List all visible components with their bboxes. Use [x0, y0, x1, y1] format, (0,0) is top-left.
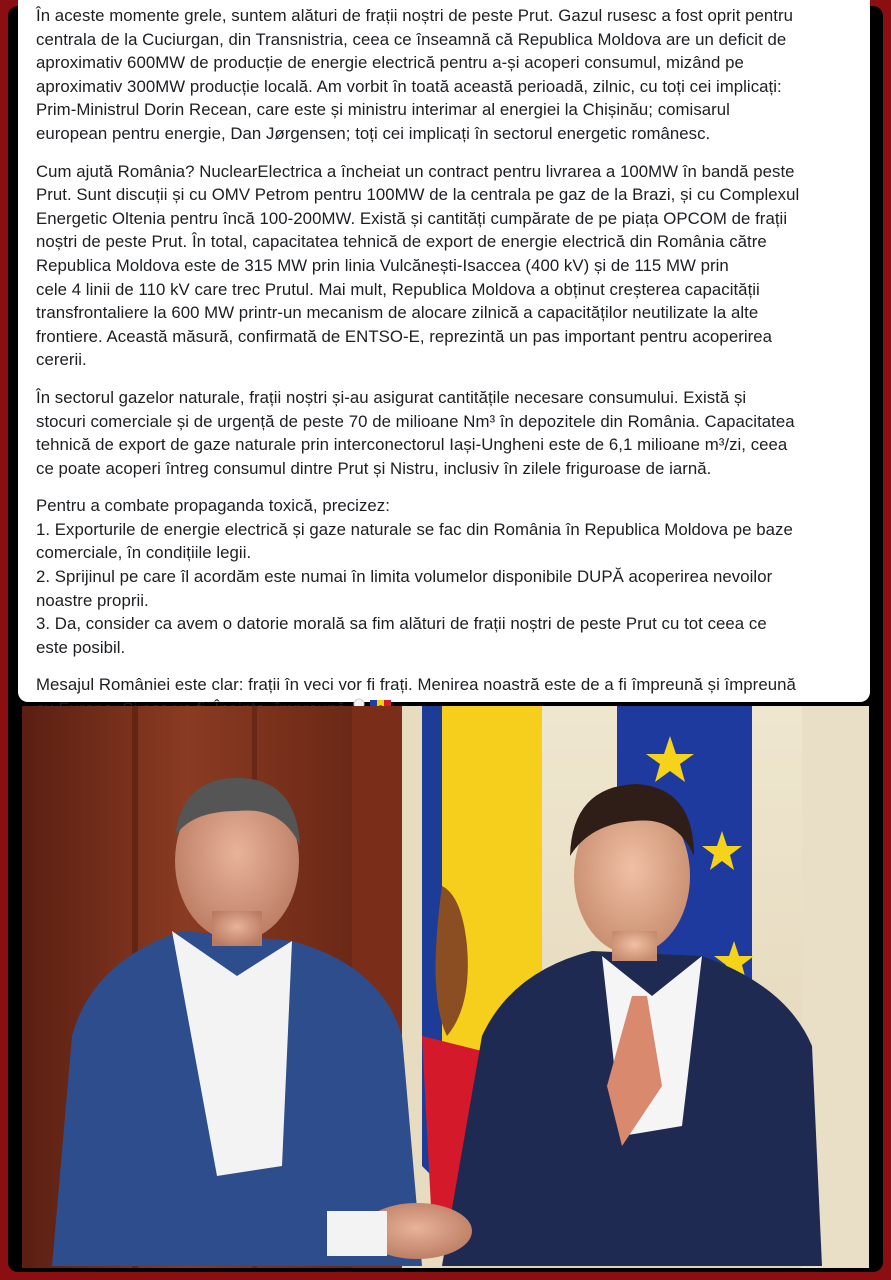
- paragraph-3: [36, 386, 856, 480]
- text-line: este posibil.: [36, 637, 126, 657]
- handshake-photo: [22, 706, 869, 1268]
- text-line: centrala de la Cuciurgan, din Transnistria, ceea ce înseamnă că Republica Moldova are un deficit de: [36, 29, 787, 49]
- text-line: Prim-Ministrul Dorin Recean, care este și ministru interimar al energiei la Chișinău; comisarul: [36, 100, 730, 120]
- text-line: comerciale, în condițiile legii.: [36, 543, 252, 563]
- paragraph-1: [36, 4, 856, 146]
- text-line: transfrontaliere la 600 MW printr-un mecanism de alocare zilnică a capacităților neutilizate la alte: [36, 303, 759, 323]
- paragraph-4: [36, 494, 856, 659]
- text-line: cererii.: [36, 350, 87, 370]
- text-line: ce poate acoperi întreg consumul dintre Prut și Nistru, inclusiv în zilele friguroase de iarnă.: [36, 458, 712, 478]
- post-text: [36, 4, 856, 722]
- text-line: Mesajul României este clar: frații în veci vor fi frați. Menirea noastră este de a fi împreună și împreună: [36, 675, 796, 695]
- text-line: aproximativ 300MW producție locală. Am vorbit în toată această perioadă, zilnic, cu toți cei implicați:: [36, 76, 782, 96]
- text-line: 1. Exporturile de energie electrică și gaze naturale se fac din România în Republica Moldova pe baze: [36, 519, 793, 539]
- post-card: [18, 0, 870, 702]
- text-line: Pentru a combate propaganda toxică, precizez:: [36, 496, 390, 516]
- handshake: [327, 1203, 472, 1259]
- text-line: Prut. Sunt discuții și cu OMV Petrom pentru 100MW de la centrala pe gaz de la Brazi, și cu Complexul: [36, 185, 800, 205]
- text-line: Energetic Oltenia pentru încă 100-200MW. Există și cantități cumpărate de pe piața OPCOM de frații: [36, 208, 788, 228]
- paragraph-2: [36, 160, 856, 372]
- text-line: european pentru energie, Dan Jørgensen; toți cei implicați în sectorul energetic românesc.: [36, 123, 711, 143]
- text-line: aproximativ 600MW de producție de energie electrică pentru a-și acoperi consumul, mizând pe: [36, 53, 744, 73]
- text-line: stocuri comerciale și de urgență de peste 70 de milioane Nm³ în depozitele din România. Capacitatea: [36, 411, 795, 431]
- text-line: 2. Sprijinul pe care îl acordăm este numai în limita volumelor disponibile DUPĂ acoperirea nevoilor: [36, 567, 773, 587]
- text-line: frontiere. Această măsură, confirmată de ENTSO-E, reprezintă un pas important pentru acoperirea: [36, 326, 773, 346]
- text-line: noștri de peste Prut. În total, capacitatea tehnică de export de energie electrică din România către: [36, 232, 767, 252]
- text-line: tehnică de export de gaze naturale prin interconectorul Iași-Ungheni este de 6,1 milioane m³/zi, ceea: [36, 435, 788, 455]
- post-photo: [22, 706, 869, 1268]
- text-line: 3. Da, consider ca avem o datorie morală sa fim alături de frații noștri de peste Prut cu tot ceea ce: [36, 614, 767, 634]
- text-line: noastre proprii.: [36, 590, 149, 610]
- text-line: Republica Moldova este de 315 MW prin linia Vulcănești-Isaccea (400 kV) și de 115 MW prin: [36, 255, 729, 275]
- text-line: cele 4 linii de 110 kV care trec Prutul. Mai mult, Republica Moldova a obținut creșterea capacității: [36, 279, 760, 299]
- text-line: Cum ajută România? NuclearElectrica a încheiat un contract pentru livrarea a 100MW în bandă peste: [36, 161, 795, 181]
- text-line: În aceste momente grele, suntem alături de frații noștri de peste Prut. Gazul rusesc a fost oprit pentru: [36, 6, 793, 25]
- text-line: În sectorul gazelor naturale, frații noștri și-au asigurat cantitățile necesare consumului. Există și: [36, 387, 747, 407]
